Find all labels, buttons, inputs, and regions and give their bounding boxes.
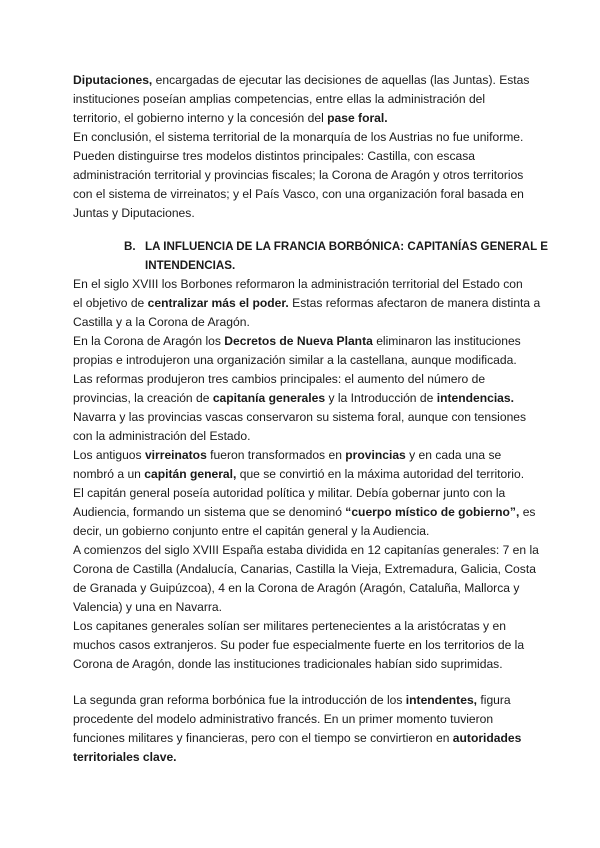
- text-line: [73, 465, 543, 484]
- text-line: Corona de Aragón, donde las instituciones tradicionales habían sido suprimidas.: [73, 657, 503, 671]
- text-line: instituciones poseían amplias competencias, entre ellas la administración del: [73, 92, 486, 106]
- text-line: Corona de Castilla (Andalucía, Canarias, Castilla la Vieja, Extremadura, Galicia, Costa: [73, 562, 536, 576]
- text-span: territorio, el gobierno interno y la concesión del: [73, 111, 328, 125]
- text-line: Navarra y las provincias vascas conservaron su sistema foral, aunque con tensiones: [73, 410, 527, 424]
- text-span: y en cada una se: [405, 448, 502, 462]
- text-span: La segunda gran reforma borbónica fue la introducción de los: [73, 693, 406, 707]
- bold-term: autoridades: [452, 731, 522, 745]
- text-line: decir, un gobierno conjunto entre el capitán general y la Audiencia.: [73, 524, 430, 538]
- text-line: muchos casos extranjeros. Su poder fue especialmente fuerte en los territorios de la: [73, 638, 525, 652]
- section-heading-line1: LA INFLUENCIA DE LA FRANCIA BORBÓNICA: CAPITANÍAS GENERAL E: [145, 240, 548, 253]
- text-line: El capitán general poseía autoridad política y militar. Debía gobernar junto con la: [73, 486, 506, 500]
- text-line: [73, 332, 543, 351]
- text-line: Los capitanes generales solían ser militares pertenecientes a la aristócratas y en: [73, 619, 506, 633]
- text-line: con la administración del Estado.: [73, 429, 251, 443]
- text-line: Castilla y a la Corona de Aragón.: [73, 315, 250, 329]
- text-line: con el sistema de virreinatos; y el País Vasco, con una organización foral basada en: [73, 187, 524, 201]
- text-span: que se convirtió en la máxima autoridad del territorio.: [236, 467, 525, 481]
- text-line: En conclusión, el sistema territorial de la monarquía de los Austrias no fue uniforme.: [73, 130, 524, 144]
- bold-term: intendencias.: [436, 391, 514, 405]
- text-span: el objetivo de: [73, 296, 148, 310]
- text-span: Estas reformas afectaron de manera distinta a: [288, 296, 541, 310]
- text-line: administración territorial y provincias fiscales; la Corona de Aragón y otros territorios: [73, 168, 524, 182]
- text-line: de Granada y Guipúzcoa), 4 en la Corona de Aragón (Aragón, Cataluña, Mallorca y: [73, 581, 520, 595]
- text-span: nombró a un: [73, 467, 145, 481]
- text-span: funciones militares y financieras, pero con el tiempo se convirtieron en: [73, 731, 453, 745]
- text-line: [73, 71, 543, 90]
- bold-term: Decretos de Nueva Planta: [224, 334, 373, 348]
- text-span: y la Introducción de: [325, 391, 437, 405]
- bold-term: capitán general,: [144, 467, 237, 481]
- bold-term: intendentes,: [405, 693, 478, 707]
- text-line: procedente del modelo administrativo francés. En un primer momento tuvieron: [73, 712, 494, 726]
- text-span: figura: [477, 693, 511, 707]
- text-line: En el siglo XVIII los Borbones reformaron la administración territorial del Estado con: [73, 277, 523, 291]
- text-line: Pueden distinguirse tres modelos distintos principales: Castilla, con escasa: [73, 149, 475, 163]
- text-line: [73, 109, 543, 128]
- text-span: encargadas de ejecutar las decisiones de aquellas (las Juntas). Estas: [152, 73, 530, 87]
- text-span: Audiencia, formando un sistema que se denominó: [73, 505, 346, 519]
- text-line: [73, 389, 543, 408]
- text-line: Juntas y Diputaciones.: [73, 206, 195, 220]
- text-line: propias e introdujeron una organización similar a la castellana, aunque modificada.: [73, 353, 517, 367]
- bold-term: Diputaciones,: [73, 73, 153, 87]
- text-line: [73, 503, 543, 522]
- bold-term: pase foral.: [327, 111, 388, 125]
- bold-term: capitanía generales: [212, 391, 326, 405]
- text-span: es: [519, 505, 536, 519]
- text-span: Los antiguos: [73, 448, 145, 462]
- bold-term: “cuerpo místico de gobierno”,: [345, 505, 520, 519]
- section-marker: B.: [124, 240, 136, 253]
- bold-term: territoriales clave.: [73, 750, 177, 764]
- text-line: [73, 748, 543, 767]
- text-line: Valencia) y una en Navarra.: [73, 600, 223, 614]
- bold-term: virreinatos: [144, 448, 207, 462]
- text-line: [73, 691, 543, 710]
- section-heading-line2: INTENDENCIAS.: [145, 259, 236, 272]
- text-line: A comienzos del siglo XVIII España estaba dividida en 12 capitanías generales: 7 en la: [73, 543, 539, 557]
- bold-term: centralizar más el poder.: [147, 296, 289, 310]
- text-span: fueron transformados en: [206, 448, 346, 462]
- text-span: En la Corona de Aragón los: [73, 334, 225, 348]
- text-line: [73, 446, 543, 465]
- text-line: [73, 729, 543, 748]
- text-span: provincias, la creación de: [73, 391, 213, 405]
- text-line: Las reformas produjeron tres cambios principales: el aumento del número de: [73, 372, 486, 386]
- text-line: [73, 294, 543, 313]
- text-span: eliminaron las instituciones: [372, 334, 521, 348]
- bold-term: provincias: [345, 448, 406, 462]
